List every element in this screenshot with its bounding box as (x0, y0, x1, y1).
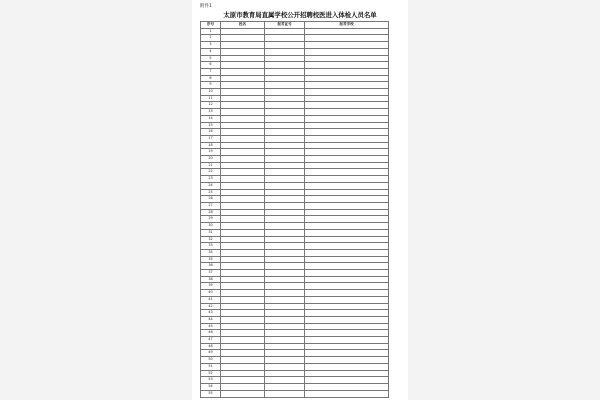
exam-number (265, 323, 305, 330)
school-name (305, 149, 389, 156)
row-index: 8 (201, 75, 221, 82)
row-index: 43 (201, 310, 221, 317)
row-index: 52 (201, 370, 221, 377)
table-row (201, 55, 389, 62)
row-index: 54 (201, 383, 221, 390)
candidate-name (221, 363, 265, 370)
candidate-name (221, 156, 265, 163)
row-index: 20 (201, 156, 221, 163)
row-index: 31 (201, 229, 221, 236)
candidate-name (221, 35, 265, 42)
school-name (305, 390, 389, 397)
candidate-name (221, 89, 265, 96)
candidate-name (221, 48, 265, 55)
school-name (305, 310, 389, 317)
row-index: 39 (201, 283, 221, 290)
row-index: 17 (201, 135, 221, 142)
table-row (201, 330, 389, 337)
table-row (201, 296, 389, 303)
school-name (305, 95, 389, 102)
exam-number (265, 390, 305, 397)
school-name (305, 115, 389, 122)
table-row (201, 202, 389, 209)
candidate-name (221, 122, 265, 129)
table-row (201, 102, 389, 109)
exam-number (265, 142, 305, 149)
candidate-name (221, 142, 265, 149)
row-index: 42 (201, 303, 221, 310)
candidate-name (221, 370, 265, 377)
exam-number (265, 48, 305, 55)
exam-number (265, 290, 305, 297)
row-index: 46 (201, 330, 221, 337)
candidate-name (221, 256, 265, 263)
school-name (305, 209, 389, 216)
candidate-name (221, 249, 265, 256)
candidate-name (221, 357, 265, 364)
row-index: 7 (201, 68, 221, 75)
row-index: 18 (201, 142, 221, 149)
school-name (305, 316, 389, 323)
school-name (305, 330, 389, 337)
exam-number (265, 62, 305, 69)
table-row (201, 135, 389, 142)
table-row (201, 42, 389, 49)
exam-number (265, 28, 305, 35)
row-index: 47 (201, 337, 221, 344)
table-row (201, 115, 389, 122)
exam-number (265, 229, 305, 236)
attachment-label: 附件1 (200, 4, 212, 9)
candidate-name (221, 383, 265, 390)
candidate-name (221, 109, 265, 116)
exam-number (265, 296, 305, 303)
school-name (305, 290, 389, 297)
table-row (201, 82, 389, 89)
candidate-name (221, 182, 265, 189)
exam-number (265, 337, 305, 344)
exam-number (265, 263, 305, 270)
table-row (201, 323, 389, 330)
candidate-name (221, 162, 265, 169)
school-name (305, 243, 389, 250)
exam-number (265, 35, 305, 42)
table-row (201, 229, 389, 236)
header-index: 序号 (201, 22, 221, 29)
table-row (201, 28, 389, 35)
row-index: 15 (201, 122, 221, 129)
exam-number (265, 182, 305, 189)
table-row (201, 142, 389, 149)
table-row (201, 310, 389, 317)
row-index: 27 (201, 202, 221, 209)
table-row (201, 303, 389, 310)
row-index: 53 (201, 377, 221, 384)
exam-number (265, 303, 305, 310)
candidate-name (221, 390, 265, 397)
table-row (201, 243, 389, 250)
exam-number (265, 75, 305, 82)
exam-number (265, 156, 305, 163)
candidate-name (221, 82, 265, 89)
exam-number (265, 149, 305, 156)
candidate-name (221, 343, 265, 350)
exam-number (265, 383, 305, 390)
row-index: 19 (201, 149, 221, 156)
candidate-name (221, 216, 265, 223)
school-name (305, 383, 389, 390)
table-row (201, 350, 389, 357)
school-name (305, 337, 389, 344)
row-index: 14 (201, 115, 221, 122)
table-row (201, 189, 389, 196)
exam-number (265, 350, 305, 357)
candidate-name (221, 270, 265, 277)
school-name (305, 102, 389, 109)
school-name (305, 109, 389, 116)
table-row (201, 249, 389, 256)
candidate-name (221, 176, 265, 183)
table-body (201, 28, 389, 397)
candidate-name (221, 350, 265, 357)
table-row (201, 62, 389, 69)
row-index: 24 (201, 182, 221, 189)
candidate-name (221, 330, 265, 337)
table-row (201, 377, 389, 384)
exam-number (265, 102, 305, 109)
row-index: 22 (201, 169, 221, 176)
table-row (201, 276, 389, 283)
school-name (305, 202, 389, 209)
exam-number (265, 276, 305, 283)
candidate-name (221, 290, 265, 297)
row-index: 51 (201, 363, 221, 370)
candidate-name (221, 316, 265, 323)
table-row (201, 270, 389, 277)
school-name (305, 350, 389, 357)
row-index: 26 (201, 196, 221, 203)
row-index: 21 (201, 162, 221, 169)
table-row (201, 162, 389, 169)
school-name (305, 182, 389, 189)
exam-number (265, 270, 305, 277)
row-index: 13 (201, 109, 221, 116)
table-row (201, 89, 389, 96)
row-index: 37 (201, 270, 221, 277)
school-name (305, 142, 389, 149)
row-index: 12 (201, 102, 221, 109)
candidate-name (221, 135, 265, 142)
exam-number (265, 55, 305, 62)
row-index: 33 (201, 243, 221, 250)
school-name (305, 82, 389, 89)
school-name (305, 62, 389, 69)
table-header-row (201, 22, 389, 29)
school-name (305, 129, 389, 136)
table-row (201, 182, 389, 189)
table-row (201, 216, 389, 223)
row-index: 4 (201, 48, 221, 55)
exam-number (265, 343, 305, 350)
header-school: 报考学校 (305, 22, 389, 29)
row-index: 5 (201, 55, 221, 62)
row-index: 29 (201, 216, 221, 223)
exam-number (265, 236, 305, 243)
candidate-name (221, 55, 265, 62)
candidate-name (221, 62, 265, 69)
candidate-name (221, 129, 265, 136)
table-row (201, 316, 389, 323)
school-name (305, 303, 389, 310)
row-index: 11 (201, 95, 221, 102)
candidate-name (221, 115, 265, 122)
school-name (305, 122, 389, 129)
row-index: 9 (201, 82, 221, 89)
row-index: 28 (201, 209, 221, 216)
row-index: 6 (201, 62, 221, 69)
exam-number (265, 249, 305, 256)
candidate-name (221, 236, 265, 243)
exam-number (265, 68, 305, 75)
candidate-name (221, 209, 265, 216)
exam-number (265, 209, 305, 216)
row-index: 36 (201, 263, 221, 270)
row-index: 3 (201, 42, 221, 49)
candidate-name (221, 196, 265, 203)
school-name (305, 89, 389, 96)
exam-number (265, 256, 305, 263)
table-row (201, 223, 389, 230)
exam-number (265, 42, 305, 49)
exam-number (265, 223, 305, 230)
table-row (201, 209, 389, 216)
exam-number (265, 216, 305, 223)
row-index: 35 (201, 256, 221, 263)
row-index: 49 (201, 350, 221, 357)
row-index: 50 (201, 357, 221, 364)
school-name (305, 236, 389, 243)
table-row (201, 370, 389, 377)
exam-number (265, 169, 305, 176)
table-row (201, 283, 389, 290)
school-name (305, 377, 389, 384)
school-name (305, 135, 389, 142)
school-name (305, 156, 389, 163)
table-row (201, 383, 389, 390)
school-name (305, 42, 389, 49)
candidate-name (221, 276, 265, 283)
exam-number (265, 162, 305, 169)
school-name (305, 162, 389, 169)
table-row (201, 290, 389, 297)
row-index: 2 (201, 35, 221, 42)
table-row (201, 35, 389, 42)
candidate-name (221, 223, 265, 230)
exam-number (265, 189, 305, 196)
table-row (201, 343, 389, 350)
school-name (305, 283, 389, 290)
exam-number (265, 82, 305, 89)
candidate-name (221, 102, 265, 109)
candidate-name (221, 229, 265, 236)
table-row (201, 263, 389, 270)
school-name (305, 176, 389, 183)
candidate-name (221, 283, 265, 290)
row-index: 55 (201, 390, 221, 397)
exam-number (265, 316, 305, 323)
candidate-name (221, 243, 265, 250)
table-row (201, 122, 389, 129)
exam-number (265, 310, 305, 317)
row-index: 16 (201, 129, 221, 136)
candidate-name (221, 202, 265, 209)
header-name: 姓名 (221, 22, 265, 29)
school-name (305, 75, 389, 82)
exam-number (265, 122, 305, 129)
table-row (201, 169, 389, 176)
school-name (305, 229, 389, 236)
table-row (201, 109, 389, 116)
candidate-name (221, 377, 265, 384)
candidate-name (221, 28, 265, 35)
candidate-name (221, 189, 265, 196)
school-name (305, 256, 389, 263)
row-index: 45 (201, 323, 221, 330)
school-name (305, 249, 389, 256)
table-row (201, 176, 389, 183)
candidate-name (221, 149, 265, 156)
table-row (201, 390, 389, 397)
exam-number (265, 202, 305, 209)
exam-number (265, 109, 305, 116)
header-exam-number: 报考证号 (265, 22, 305, 29)
row-index: 10 (201, 89, 221, 96)
exam-number (265, 115, 305, 122)
candidate-name (221, 337, 265, 344)
candidate-name (221, 323, 265, 330)
school-name (305, 28, 389, 35)
exam-number (265, 357, 305, 364)
candidate-name (221, 303, 265, 310)
exam-number (265, 283, 305, 290)
table-row (201, 363, 389, 370)
table-row (201, 48, 389, 55)
row-index: 34 (201, 249, 221, 256)
table-row (201, 196, 389, 203)
exam-number (265, 370, 305, 377)
row-index: 44 (201, 316, 221, 323)
table-row (201, 75, 389, 82)
table-row (201, 68, 389, 75)
school-name (305, 370, 389, 377)
school-name (305, 296, 389, 303)
exam-number (265, 89, 305, 96)
school-name (305, 223, 389, 230)
candidate-name (221, 68, 265, 75)
school-name (305, 48, 389, 55)
table-row (201, 149, 389, 156)
exam-number (265, 196, 305, 203)
exam-number (265, 129, 305, 136)
school-name (305, 263, 389, 270)
table-row (201, 337, 389, 344)
school-name (305, 357, 389, 364)
school-name (305, 55, 389, 62)
candidate-name (221, 95, 265, 102)
school-name (305, 216, 389, 223)
row-index: 38 (201, 276, 221, 283)
table-row (201, 156, 389, 163)
table-row (201, 357, 389, 364)
table-row (201, 256, 389, 263)
row-index: 48 (201, 343, 221, 350)
candidate-name (221, 310, 265, 317)
table-row (201, 95, 389, 102)
row-index: 30 (201, 223, 221, 230)
candidate-name (221, 169, 265, 176)
document-title: 太原市教育局直属学校公开招聘校医进入体检人员名单 (223, 11, 377, 19)
school-name (305, 323, 389, 330)
candidate-table (200, 21, 389, 398)
school-name (305, 196, 389, 203)
school-name (305, 363, 389, 370)
school-name (305, 270, 389, 277)
exam-number (265, 330, 305, 337)
row-index: 25 (201, 189, 221, 196)
row-index: 32 (201, 236, 221, 243)
exam-number (265, 176, 305, 183)
exam-number (265, 363, 305, 370)
school-name (305, 189, 389, 196)
school-name (305, 68, 389, 75)
exam-number (265, 95, 305, 102)
school-name (305, 35, 389, 42)
row-index: 41 (201, 296, 221, 303)
candidate-name (221, 296, 265, 303)
row-index: 1 (201, 28, 221, 35)
exam-number (265, 377, 305, 384)
candidate-name (221, 42, 265, 49)
school-name (305, 169, 389, 176)
candidate-name (221, 263, 265, 270)
candidate-name (221, 75, 265, 82)
table-row (201, 236, 389, 243)
row-index: 40 (201, 290, 221, 297)
school-name (305, 343, 389, 350)
table-row (201, 129, 389, 136)
exam-number (265, 243, 305, 250)
row-index: 23 (201, 176, 221, 183)
school-name (305, 276, 389, 283)
exam-number (265, 135, 305, 142)
